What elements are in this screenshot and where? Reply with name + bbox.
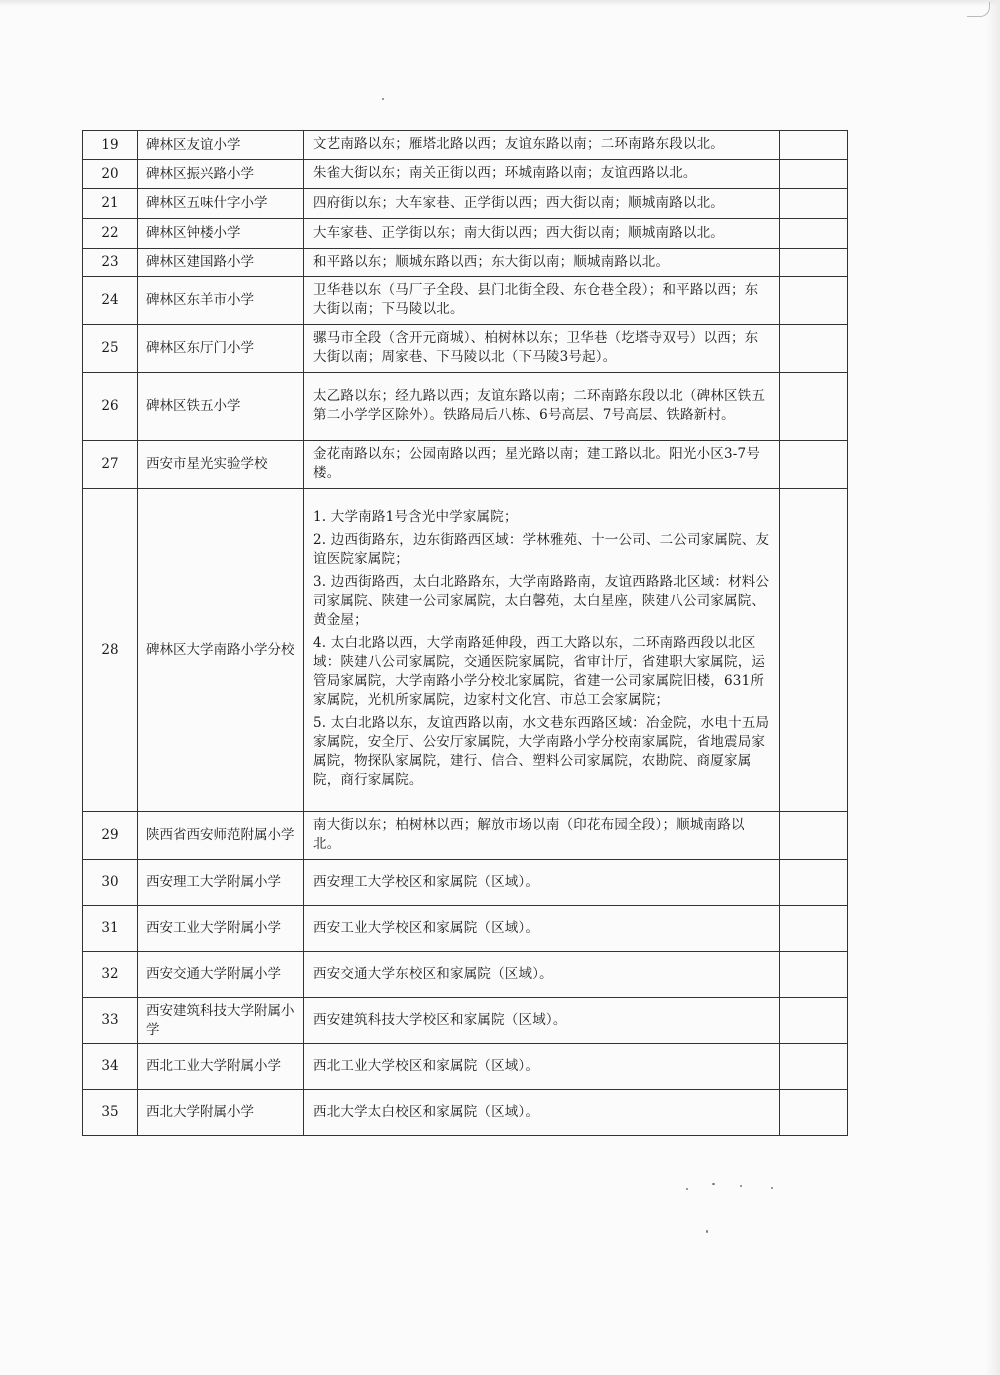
row-number: 22	[83, 219, 138, 249]
row-number: 19	[83, 131, 138, 160]
row-number: 33	[83, 998, 138, 1044]
area-list-item: 4. 太白北路以西，大学南路延伸段，西工大路以东，二环南路西段以北区域：陕建八公司家属院，交通医院家属院，省审计厅，省建职大家属院，运管局家属院，大学南路小学分校北家属院，省建一公司家属院旧楼，631所家属院，光机所家属院，边家村文化宫、市总工会家属院；	[313, 635, 766, 708]
table-row	[83, 906, 848, 952]
enrollment-area	[304, 189, 780, 219]
remarks-cell	[780, 952, 848, 998]
remarks-cell	[780, 189, 848, 219]
page-right-shadow	[986, 0, 1000, 1375]
scan-speck	[771, 1187, 773, 1189]
table-row	[83, 998, 848, 1044]
table-row	[83, 373, 848, 441]
scan-speck	[740, 1185, 742, 1187]
enrollment-area	[304, 249, 780, 277]
area-text: 西北大学太白校区和家属院（区域）。	[313, 1103, 540, 1120]
remarks-cell	[780, 325, 848, 373]
table-row	[83, 860, 848, 906]
remarks-cell	[780, 373, 848, 441]
row-number: 35	[83, 1090, 138, 1136]
enrollment-area	[304, 219, 780, 249]
table-body	[83, 131, 848, 1136]
school-name: 西安建筑科技大学附属小学	[138, 998, 304, 1044]
row-number: 32	[83, 952, 138, 998]
area-text: 南大街以东；柏树林以西；解放市场以南（印花布园全段）；顺城南路以北。	[313, 817, 745, 852]
area-text: 太乙路以东；经九路以西；友谊东路以南；二环南路东段以北（碑林区铁五第二小学学区除外）。铁路局后八栋、6号高层、7号高层、铁路新村。	[313, 388, 766, 423]
table-row	[83, 219, 848, 249]
enrollment-area	[304, 860, 780, 906]
remarks-cell	[780, 277, 848, 325]
school-name: 西北工业大学附属小学	[138, 1044, 304, 1090]
enrollment-area	[304, 373, 780, 441]
enrollment-area	[304, 1090, 780, 1136]
area-list-item: 3. 边西街路西，太白北路路东，大学南路路南，友谊西路路北区域：材料公司家属院、陕建一公司家属院，太白馨苑，太白星座，陕建八公司家属院、黄金屋；	[313, 574, 770, 628]
area-list-item: 5. 太白北路以东，友谊西路以南，水文巷东西路区域：冶金院，水电十五局家属院，安全厅、公安厅家属院，大学南路小学分校南家属院，省地震局家属院，物探队家属院，建行、信合、塑料公司家属院，农勘院、商厦家属院，商行家属院。	[313, 715, 770, 788]
scan-speck	[712, 1183, 715, 1185]
remarks-cell	[780, 812, 848, 860]
row-number: 28	[83, 489, 138, 812]
school-name: 碑林区东羊市小学	[138, 277, 304, 325]
remarks-cell	[780, 441, 848, 489]
page-top-shadow	[0, 0, 1000, 6]
table-row	[83, 952, 848, 998]
row-number: 30	[83, 860, 138, 906]
row-number: 29	[83, 812, 138, 860]
school-name: 西安市星光实验学校	[138, 441, 304, 489]
school-name: 西北大学附属小学	[138, 1090, 304, 1136]
scan-speck	[706, 1230, 708, 1233]
school-name: 碑林区钟楼小学	[138, 219, 304, 249]
school-name: 陕西省西安师范附属小学	[138, 812, 304, 860]
remarks-cell	[780, 1044, 848, 1090]
remarks-cell	[780, 249, 848, 277]
remarks-cell	[780, 1090, 848, 1136]
table-row	[83, 489, 848, 812]
table-row	[83, 189, 848, 219]
table-row	[83, 1090, 848, 1136]
school-name: 碑林区五味什字小学	[138, 189, 304, 219]
table-row	[83, 812, 848, 860]
enrollment-area	[304, 160, 780, 189]
area-text: 文艺南路以东；雁塔北路以西；友谊东路以南；二环南路东段以北。	[313, 136, 724, 152]
school-name: 西安交通大学附属小学	[138, 952, 304, 998]
row-number: 26	[83, 373, 138, 441]
area-list-item: 1. 大学南路1号含光中学家属院；	[313, 509, 518, 525]
remarks-cell	[780, 219, 848, 249]
school-name: 碑林区大学南路小学分校	[138, 489, 304, 812]
table-row	[83, 325, 848, 373]
area-text: 西安建筑科技大学校区和家属院（区域）。	[313, 1011, 567, 1028]
enrollment-area	[304, 131, 780, 160]
table-row	[83, 441, 848, 489]
row-number: 27	[83, 441, 138, 489]
row-number: 31	[83, 906, 138, 952]
enrollment-area	[304, 1044, 780, 1090]
school-name: 碑林区东厅门小学	[138, 325, 304, 373]
area-text: 和平路以东；顺城东路以西；东大街以南；顺城南路以北。	[313, 253, 670, 270]
area-text: 四府街以东；大车家巷、正学街以西；西大街以南；顺城南路以北。	[313, 194, 724, 211]
row-number: 34	[83, 1044, 138, 1090]
area-text: 西安工业大学校区和家属院（区域）。	[313, 919, 540, 936]
remarks-cell	[780, 906, 848, 952]
school-name: 碑林区铁五小学	[138, 373, 304, 441]
remarks-cell	[780, 489, 848, 812]
scan-speck	[382, 98, 384, 100]
enrollment-area	[304, 277, 780, 325]
scan-speck	[686, 1188, 688, 1190]
enrollment-area	[304, 441, 780, 489]
row-number: 23	[83, 249, 138, 277]
school-name: 碑林区振兴路小学	[138, 160, 304, 189]
row-number: 24	[83, 277, 138, 325]
area-text: 西安交通大学东校区和家属院（区域）。	[313, 965, 553, 982]
area-text: 卫华巷以东（马厂子全段、县门北街全段、东仓巷全段）；和平路以西；东大街以南；下马陵以北。	[313, 282, 759, 317]
area-text: 金花南路以东；公园南路以西；星光路以南；建工路以北。阳光小区3-7号楼。	[313, 446, 761, 481]
table-row	[83, 249, 848, 277]
row-number: 21	[83, 189, 138, 219]
school-district-table	[82, 130, 848, 1136]
school-name: 西安工业大学附属小学	[138, 906, 304, 952]
table-row	[83, 277, 848, 325]
table-row	[83, 131, 848, 160]
enrollment-area	[304, 906, 780, 952]
area-text: 朱雀大街以东；南关正街以西；环城南路以南；友谊西路以北。	[313, 165, 697, 181]
enrollment-area	[304, 812, 780, 860]
school-name: 碑林区建国路小学	[138, 249, 304, 277]
enrollment-area	[304, 998, 780, 1044]
school-name: 碑林区友谊小学	[138, 131, 304, 160]
enrollment-area	[304, 325, 780, 373]
remarks-cell	[780, 860, 848, 906]
area-text: 大车家巷、正学街以东；南大街以西；西大街以南；顺城南路以北。	[313, 224, 724, 241]
area-list-item: 2. 边西街路东，边东街路西区域：学林雅苑、十一公司、二公司家属院、友谊医院家属院；	[313, 532, 770, 567]
enrollment-area	[304, 489, 780, 812]
area-text: 骡马市全段（含开元商城）、柏树林以东；卫华巷（圪塔寺双号）以西；东大街以南；周家巷、下马陵以北（下马陵3号起）。	[313, 330, 759, 365]
row-number: 25	[83, 325, 138, 373]
area-text: 西北工业大学校区和家属院（区域）。	[313, 1057, 540, 1074]
remarks-cell	[780, 160, 848, 189]
row-number: 20	[83, 160, 138, 189]
remarks-cell	[780, 998, 848, 1044]
school-name: 西安理工大学附属小学	[138, 860, 304, 906]
area-text: 西安理工大学校区和家属院（区域）。	[313, 873, 540, 890]
enrollment-area	[304, 952, 780, 998]
table-row	[83, 1044, 848, 1090]
table-row	[83, 160, 848, 189]
remarks-cell	[780, 131, 848, 160]
